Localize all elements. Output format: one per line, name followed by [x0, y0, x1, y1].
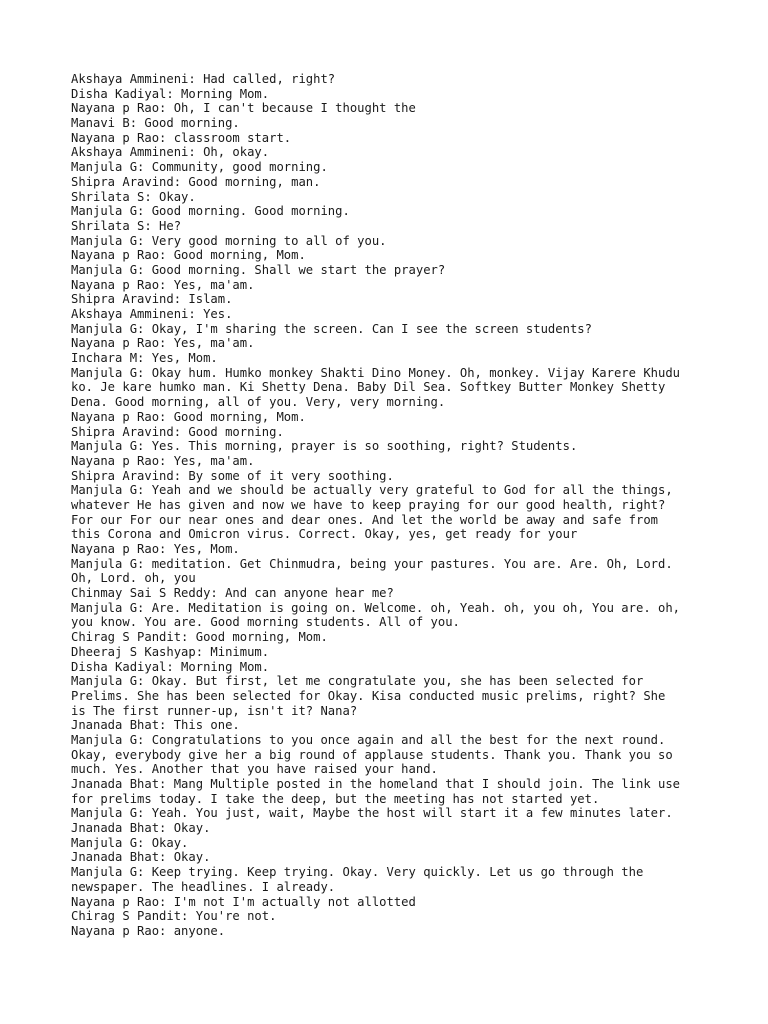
transcript-line: Manjula G: Yes. This morning, prayer is so soothing, right? Students.: [71, 439, 578, 454]
transcript-line: Nayana p Rao: Yes, ma'am.: [71, 336, 255, 351]
transcript-line: Jnanada Bhat: This one.: [71, 718, 240, 733]
transcript-line: Manjula G: Good morning. Shall we start the prayer?: [71, 262, 446, 277]
transcript-line: For our For our near ones and dear ones. And let the world be away and safe from: [71, 512, 658, 527]
transcript-line: Manjula G: Are. Meditation is going on. Welcome. oh, Yeah. oh, you oh, You are. oh,: [71, 600, 681, 615]
transcript-line: Manjula G: Yeah. You just, wait, Maybe the host will start it a few minutes later.: [71, 806, 673, 821]
transcript-line: Chinmay Sai S Reddy: And can anyone hear me?: [71, 586, 394, 601]
transcript-line: Shipra Aravind: Islam.: [71, 292, 233, 307]
transcript-line: Okay, everybody give her a big round of applause students. Thank you. Thank you so: [71, 747, 673, 762]
transcript-line: Prelims. She has been selected for Okay. Kisa conducted music prelims, right? She: [71, 688, 666, 703]
transcript-line: Shrilata S: He?: [71, 218, 182, 233]
transcript-line: Manjula G: Yeah and we should be actually very grateful to God for all the things,: [71, 483, 673, 498]
transcript-line: Nayana p Rao: Yes, ma'am.: [71, 453, 255, 468]
transcript-line: Akshaya Ammineni: Oh, okay.: [71, 145, 270, 160]
transcript-line: Nayana p Rao: classroom start.: [71, 130, 292, 145]
transcript-line: Manjula G: Keep trying. Keep trying. Okay. Very quickly. Let us go through the: [71, 865, 644, 880]
transcript-text: [71, 72, 711, 939]
transcript-line: Disha Kadiyal: Morning Mom.: [71, 86, 270, 101]
transcript-line: Nayana p Rao: anyone.: [71, 923, 226, 938]
transcript-line: newspaper. The headlines. I already.: [71, 879, 336, 894]
transcript-line: is The first runner-up, isn't it? Nana?: [71, 703, 358, 718]
transcript-line: whatever He has given and now we have to keep praying for our good health, right?: [71, 497, 666, 512]
transcript-line: ko. Je kare humko man. Ki Shetty Dena. Baby Dil Sea. Softkey Butter Monkey Shetty: [71, 380, 666, 395]
transcript-line: Shipra Aravind: Good morning, man.: [71, 174, 321, 189]
transcript-line: much. Yes. Another that you have raised your hand.: [71, 762, 438, 777]
transcript-line: Manavi B: Good morning.: [71, 116, 240, 131]
transcript-line: Chirag S Pandit: You're not.: [71, 909, 277, 924]
transcript-line: Manjula G: Okay.: [71, 835, 189, 850]
transcript-line: Inchara M: Yes, Mom.: [71, 351, 218, 366]
transcript-line: Akshaya Ammineni: Yes.: [71, 307, 233, 321]
transcript-line: this Corona and Omicron virus. Correct. Okay, yes, get ready for your: [71, 527, 578, 542]
transcript-line: Disha Kadiyal: Morning Mom.: [71, 659, 270, 674]
transcript-line: Nayana p Rao: Yes, Mom.: [71, 542, 240, 556]
transcript-line: Manjula G: Okay, I'm sharing the screen. Can I see the screen students?: [71, 321, 592, 336]
transcript-line: Jnanada Bhat: Okay.: [71, 850, 211, 865]
transcript-line: Nayana p Rao: I'm not I'm actually not allotted: [71, 894, 416, 909]
transcript-line: Manjula G: Good morning. Good morning.: [71, 204, 350, 219]
transcript-line: Jnanada Bhat: Mang Multiple posted in the homeland that I should join. The link use: [71, 777, 681, 791]
transcript-line: Manjula G: Okay hum. Humko monkey Shakti Dino Money. Oh, monkey. Vijay Karere Khudu: [71, 365, 681, 380]
transcript-line: Shrilata S: Okay.: [71, 189, 196, 204]
transcript-line: Dheeraj S Kashyap: Minimum.: [71, 644, 270, 659]
transcript-line: Manjula G: Very good morning to all of you.: [71, 233, 387, 248]
transcript-line: Shipra Aravind: Good morning.: [71, 424, 284, 439]
transcript-line: Manjula G: Congratulations to you once again and all the best for the next round.: [71, 732, 666, 747]
transcript-line: Manjula G: meditation. Get Chinmudra, being your pastures. You are. Are. Oh, Lord.: [71, 556, 673, 571]
transcript-line: Chirag S Pandit: Good morning, Mom.: [71, 630, 328, 645]
transcript-line: Oh, Lord. oh, you: [71, 571, 196, 586]
transcript-line: Nayana p Rao: Oh, I can't because I thought the: [71, 101, 416, 116]
transcript-line: Shipra Aravind: By some of it very soothing.: [71, 468, 394, 483]
transcript-line: for prelims today. I take the deep, but the meeting has not started yet.: [71, 791, 600, 806]
transcript-line: Manjula G: Okay. But first, let me congratulate you, she has been selected for: [71, 674, 644, 689]
transcript-line: Jnanada Bhat: Okay.: [71, 821, 211, 836]
transcript-line: Dena. Good morning, all of you. Very, very morning.: [71, 395, 446, 410]
transcript-line: Akshaya Ammineni: Had called, right?: [71, 72, 336, 86]
transcript-line: Manjula G: Community, good morning.: [71, 160, 328, 175]
transcript-line: Nayana p Rao: Good morning, Mom.: [71, 409, 306, 424]
transcript-line: you know. You are. Good morning students. All of you.: [71, 615, 460, 630]
transcript-line: Nayana p Rao: Good morning, Mom.: [71, 248, 306, 263]
transcript-line: Nayana p Rao: Yes, ma'am.: [71, 277, 255, 292]
